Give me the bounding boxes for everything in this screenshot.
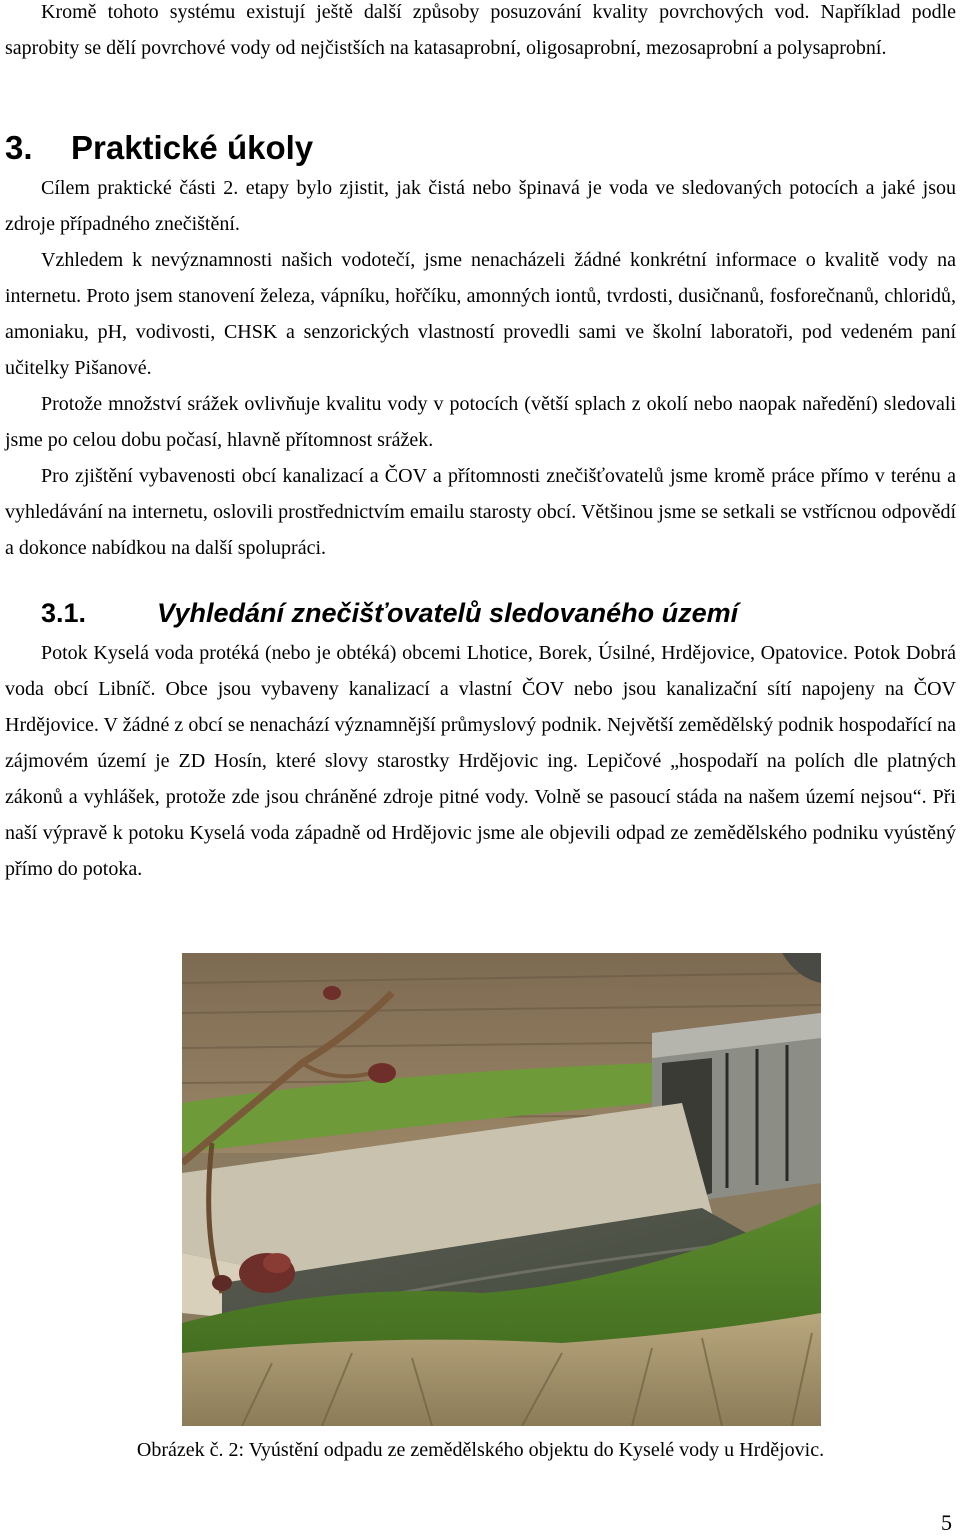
section-3-1-body	[5, 635, 956, 887]
section-3-paragraph-1: Cílem praktické části 2. etapy bylo zjistit, jak čistá nebo špinavá je voda ve sledovaných potocích a jaké jsou zdroje případného znečištění.	[5, 177, 956, 235]
photo-illustration	[182, 953, 821, 1426]
stream-outflow-photo	[182, 953, 821, 1426]
section-3-title: Praktické úkoly	[71, 129, 314, 166]
section-3-1-title: Vyhledání znečišťovatelů sledovaného území	[157, 598, 739, 628]
section-3-number: 3.	[5, 129, 33, 166]
section-3-heading	[5, 128, 313, 168]
page-number: 5	[941, 1510, 952, 1535]
section-3-body	[5, 170, 956, 566]
section-3-paragraph-2: Vzhledem k nevýznamnosti našich vodotečí, jsme nenacházeli žádné konkrétní informace o kvalitě vody na internetu. Proto jsem stanovení železa, vápníku, hořčíku, amonných iontů, tvrdosti, dusičnanů, fosforečnanů, chloridů, amoniaku, pH, vodivosti, CHSK a senzorických vlastností provedli sami ve školní laboratoři, pod vedeném paní učitelky Pišanové.	[5, 249, 956, 379]
section-3-1-number: 3.1.	[41, 598, 87, 628]
section-3-1-paragraph: Potok Kyselá voda protéká (nebo je obtéká) obcemi Lhotice, Borek, Úsilné, Hrdějovice, Opatovice. Potok Dobrá voda obcí Libníč. Obce jsou vybaveny kanalizací a vlastní ČOV nebo jsou kanalizační sítí napojeny na ČOV Hrdějovice. V žádné z obcí se nenachází významnější průmyslový podnik. Největší zemědělský podnik hospodařící na zájmovém území je ZD Hosín, které slovy starostky Hrdějovic ing. Lepičové „hospodaří na polích dle platných zákonů a vyhlášek, protože zde jsou chráněné zdroje pitné vody. Volně se pasoucí stáda na našem území nejsou“. Při naší výpravě k potoku Kyselá voda západně od Hrdějovic jsme ale objevili odpad ze zemědělského podniku vyústěný přímo do potoka.	[5, 642, 956, 880]
section-3-paragraph-4: Pro zjištění vybavenosti obcí kanalizací a ČOV a přítomnosti znečišťovatelů jsme kromě práce přímo v terénu a vyhledávání na internetu, oslovili prostřednictvím emailu starosty obcí. Většinou jsme se setkali se vstřícnou odpovědí a dokonce nabídkou na další spolupráci.	[5, 465, 956, 559]
figure-caption: Obrázek č. 2: Vyústění odpadu ze zemědělského objektu do Kyselé vody u Hrdějovic.	[136, 1439, 825, 1461]
intro-section	[5, 0, 956, 66]
section-3-1-heading	[41, 595, 738, 631]
intro-paragraph: Kromě tohoto systému existují ještě další způsoby posuzování kvality povrchových vod. Například podle saprobity se dělí povrchové vody od nejčistších na katasaprobní, oligosaprobní, mezosaprobní a polysaprobní.	[5, 1, 956, 59]
section-3-paragraph-3: Protože množství srážek ovlivňuje kvalitu vody v potocích (větší splach z okolí nebo naopak naředění) sledovali jsme po celou dobu počasí, hlavně přítomnost srážek.	[5, 393, 956, 451]
